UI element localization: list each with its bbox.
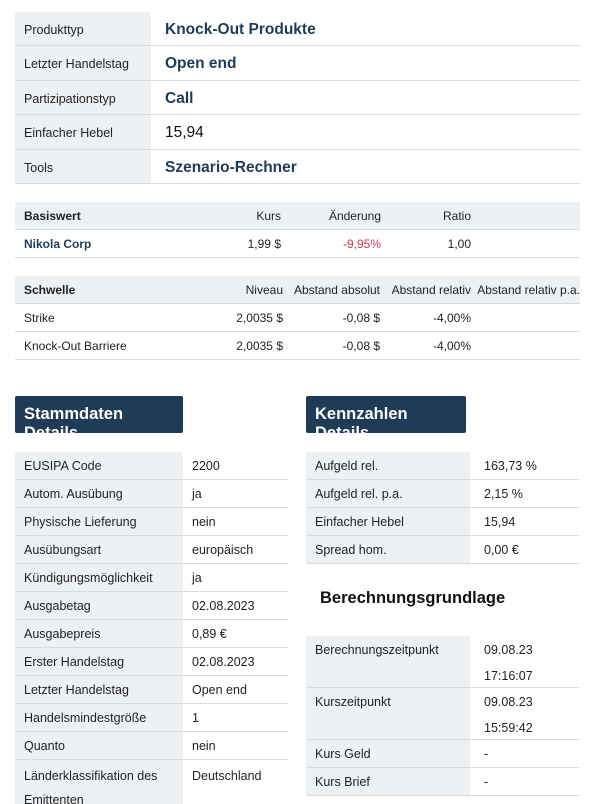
info-label: Partizipationstyp (15, 81, 151, 114)
table-row (15, 620, 288, 648)
detail-value: europäisch (192, 543, 254, 557)
abstand-absolut-value: -0,08 $ (342, 338, 380, 353)
column-header: Niveau (245, 282, 283, 297)
detail-label: Aufgeld rel. p.a. (306, 480, 470, 507)
column-header: Basiswert (24, 208, 81, 223)
schwelle-header-row (15, 276, 580, 304)
detail-value (470, 636, 579, 687)
basiswert-table (15, 202, 580, 258)
produkttyp-value: Knock-Out Produkte (165, 21, 316, 38)
detail-label: Ausübungsart (15, 536, 183, 563)
detail-label: EUSIPA Code (15, 452, 183, 479)
table-row (306, 536, 579, 564)
info-row-einfacher-hebel (15, 115, 580, 149)
detail-value: 2200 (192, 459, 220, 473)
detail-value (470, 688, 579, 739)
detail-label: Kurszeitpunkt (306, 688, 470, 739)
table-row (15, 536, 288, 564)
kurs-value: 1,99 $ (247, 236, 281, 251)
detail-value: nein (192, 739, 216, 753)
detail-value: 0,89 € (192, 627, 227, 641)
table-row (15, 332, 580, 360)
detail-label: Länderklassifikation des Emittenten (15, 760, 183, 804)
info-label: Letzter Handelstag (15, 46, 151, 79)
berechnung-table (306, 636, 579, 796)
niveau-value: 2,0035 $ (236, 310, 283, 325)
detail-value: 1 (192, 711, 199, 725)
info-row-tools (15, 150, 580, 184)
detail-label: Letzter Handelstag (15, 676, 183, 703)
detail-value: 0,00 € (484, 543, 519, 557)
detail-label: Autom. Ausübung (15, 480, 183, 507)
table-row (15, 304, 580, 332)
detail-label: Berechnungszeitpunkt (306, 636, 470, 687)
abstand-relativ-value: -4,00% (432, 310, 471, 325)
abstand-absolut-value: -0,08 $ (342, 310, 380, 325)
kennzahlen-details-header[interactable]: Kennzahlen Details (306, 396, 466, 433)
table-row (306, 452, 579, 480)
detail-value: 02.08.2023 (192, 655, 255, 669)
time-value: 15:59:42 (484, 721, 533, 735)
table-row (15, 508, 288, 536)
detail-value: 15,94 (484, 515, 516, 529)
detail-value: - (484, 775, 489, 789)
detail-label: Kündigungsmöglichkeit (15, 564, 183, 591)
detail-value: Deutschland (192, 769, 262, 783)
table-row (15, 760, 288, 804)
table-row (15, 648, 288, 676)
detail-value: 163,73 % (484, 459, 537, 473)
basiswert-header-row (15, 202, 580, 230)
detail-value: nein (192, 515, 216, 529)
schwelle-table (15, 276, 580, 360)
detail-label: Erster Handelstag (15, 648, 183, 675)
info-row-produkttyp (15, 12, 580, 46)
column-header: Abstand relativ p.a. (477, 282, 580, 297)
column-header: Abstand absolut (293, 282, 380, 297)
detail-label: Quanto (15, 732, 183, 759)
szenario-rechner-link[interactable]: Szenario-Rechner (165, 158, 297, 176)
schwelle-name: Strike (24, 310, 55, 325)
berechnungsgrundlage-heading: Berechnungsgrundlage (320, 589, 506, 607)
detail-label: Physische Lieferung (15, 508, 183, 535)
detail-label: Handelsmindestgröße (15, 704, 183, 731)
detail-label: Kurs Geld (306, 740, 470, 767)
table-row (15, 676, 288, 704)
info-label: Einfacher Hebel (15, 115, 151, 148)
schwelle-name: Knock-Out Barriere (24, 338, 127, 353)
table-row (306, 768, 579, 796)
stammdaten-table (15, 452, 288, 804)
column-header: Kurs (256, 208, 281, 223)
letzter-handelstag-value: Open end (165, 55, 237, 73)
table-row (15, 230, 580, 258)
column-header: Abstand relativ (391, 282, 471, 297)
detail-value: 02.08.2023 (192, 599, 255, 613)
table-row (15, 452, 288, 480)
table-row (15, 564, 288, 592)
time-value: 17:16:07 (484, 669, 533, 683)
date-value: 09.08.23 (484, 695, 533, 709)
info-label: Produkttyp (15, 12, 151, 45)
detail-label: Aufgeld rel. (306, 452, 470, 479)
table-row (15, 480, 288, 508)
kennzahlen-table (306, 452, 579, 564)
detail-value: ja (192, 487, 202, 501)
detail-label: Kurs Brief (306, 768, 470, 795)
info-row-partizipationstyp (15, 81, 580, 115)
table-row (306, 480, 579, 508)
stammdaten-details-header[interactable]: Stammdaten Details (15, 396, 183, 433)
einfacher-hebel-value: 15,94 (165, 124, 204, 142)
detail-label: Einfacher Hebel (306, 508, 470, 535)
column-header: Änderung (328, 208, 381, 223)
info-label: Tools (15, 150, 151, 183)
date-value: 09.08.23 (484, 643, 533, 657)
table-row (306, 508, 579, 536)
change-value: -9,95% (342, 236, 381, 251)
table-row (306, 740, 579, 768)
detail-label: Ausgabetag (15, 592, 183, 619)
table-row (15, 704, 288, 732)
ratio-value: 1,00 (447, 236, 471, 251)
column-header: Ratio (442, 208, 471, 223)
table-row (306, 688, 579, 740)
detail-label: Spread hom. (306, 536, 470, 563)
partizipationstyp-value: Call (165, 89, 194, 107)
table-row (15, 732, 288, 760)
detail-value: 2,15 % (484, 487, 523, 501)
product-info-table (15, 12, 580, 184)
table-row (15, 592, 288, 620)
detail-label: Ausgabepreis (15, 620, 183, 647)
info-row-letzter-handelstag (15, 46, 580, 80)
underlying-link[interactable]: Nikola Corp (24, 236, 92, 251)
niveau-value: 2,0035 $ (236, 338, 283, 353)
detail-value: Open end (192, 683, 247, 697)
abstand-relativ-value: -4,00% (432, 338, 471, 353)
detail-value: ja (192, 571, 202, 585)
table-row (306, 636, 579, 688)
detail-value: - (484, 747, 489, 761)
column-header: Schwelle (24, 282, 76, 297)
